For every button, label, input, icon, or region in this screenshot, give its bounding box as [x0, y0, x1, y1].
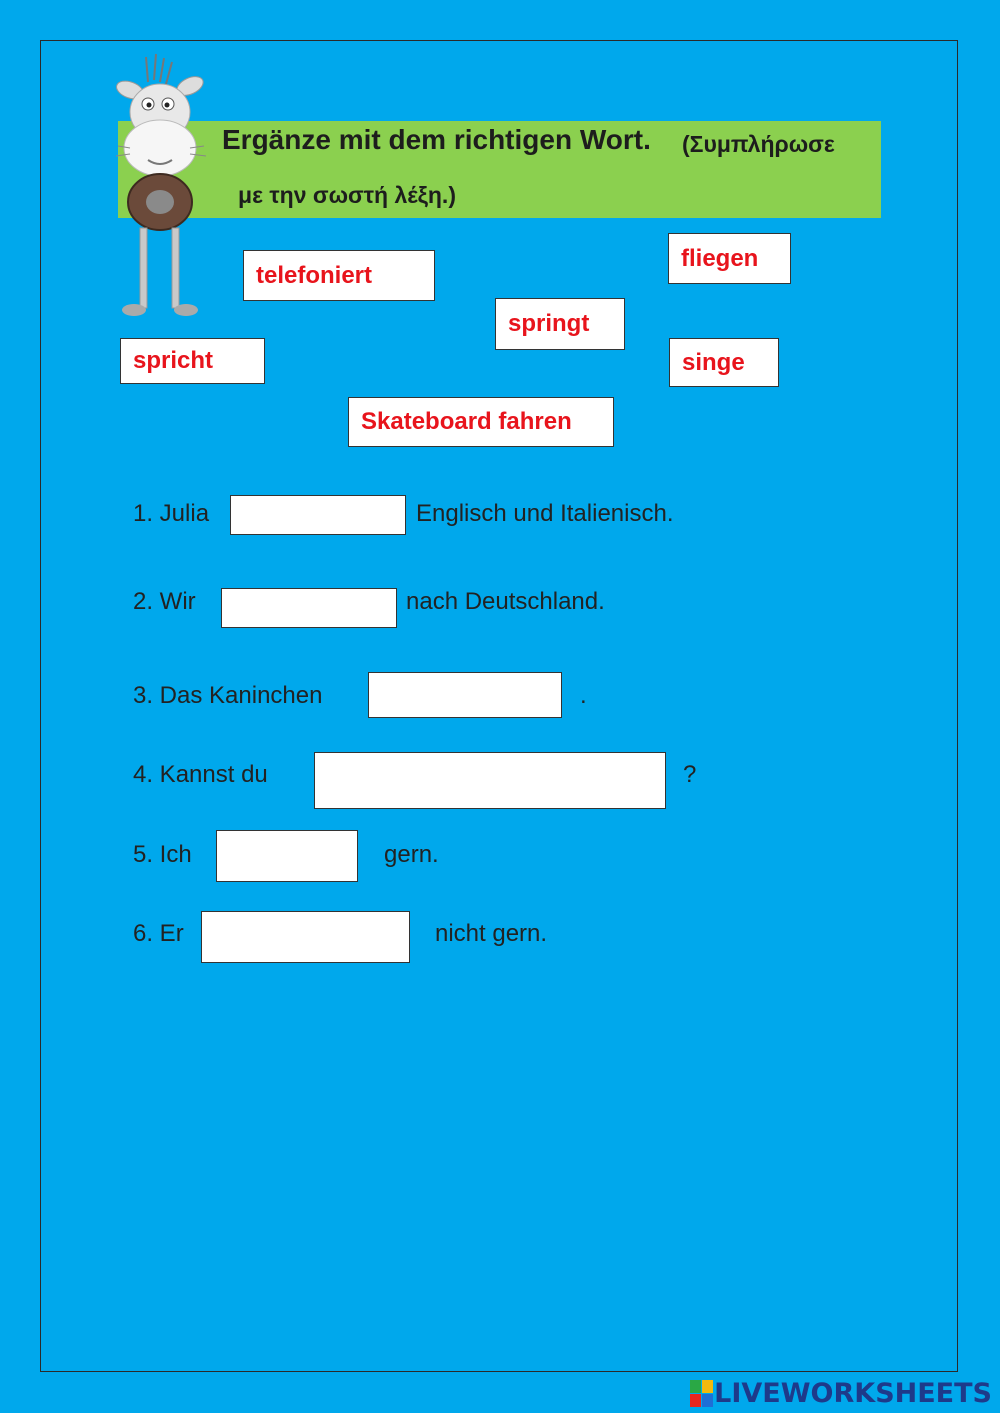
sentence-1-start: 1. Julia	[133, 500, 210, 527]
sentence-2-end: nach Deutschland.	[406, 588, 605, 615]
sentence-2-blank[interactable]	[221, 588, 397, 628]
sentence-6-start: 6. Er	[133, 920, 184, 947]
word-skateboard-fahren[interactable]: Skateboard fahren	[348, 397, 614, 447]
sentence-2-start: 2. Wir	[133, 588, 196, 615]
instructions-greek-line2: με την σωστή λέξη.)	[238, 182, 456, 208]
sentence-3-start: 3. Das Kaninchen	[133, 682, 323, 709]
brand-name: LIVEWORKSHEETS	[714, 1378, 992, 1409]
sentence-4-end: ?	[683, 761, 697, 788]
sentence-6-end: nicht gern.	[435, 920, 548, 947]
sentence-1-end: Englisch und Italienisch.	[416, 500, 674, 527]
word-fliegen[interactable]: fliegen	[668, 233, 791, 284]
liveworksheets-logo-icon	[690, 1380, 714, 1408]
sentence-5-blank[interactable]	[216, 830, 358, 882]
sentence-4-start: 4. Kannst du	[133, 761, 268, 788]
sentence-3-end: .	[580, 682, 587, 709]
liveworksheets-logo	[690, 1378, 992, 1409]
sentence-6-blank[interactable]	[201, 911, 410, 963]
word-spricht[interactable]: spricht	[120, 338, 265, 384]
sentence-1-blank[interactable]	[230, 495, 406, 535]
sentence-5-start: 5. Ich	[133, 841, 192, 868]
donkey-mascot-icon	[108, 52, 213, 327]
sentence-4-blank[interactable]	[314, 752, 666, 809]
instructions-german: Ergänze mit dem richtigen Wort.	[222, 124, 651, 155]
instructions-greek-line1: (Συμπλήρωσε	[682, 131, 835, 157]
word-telefoniert[interactable]: telefoniert	[243, 250, 435, 301]
word-springt[interactable]: springt	[495, 298, 625, 350]
word-singe[interactable]: singe	[669, 338, 779, 387]
sentence-3-blank[interactable]	[368, 672, 562, 718]
sentence-5-end: gern.	[384, 841, 439, 868]
